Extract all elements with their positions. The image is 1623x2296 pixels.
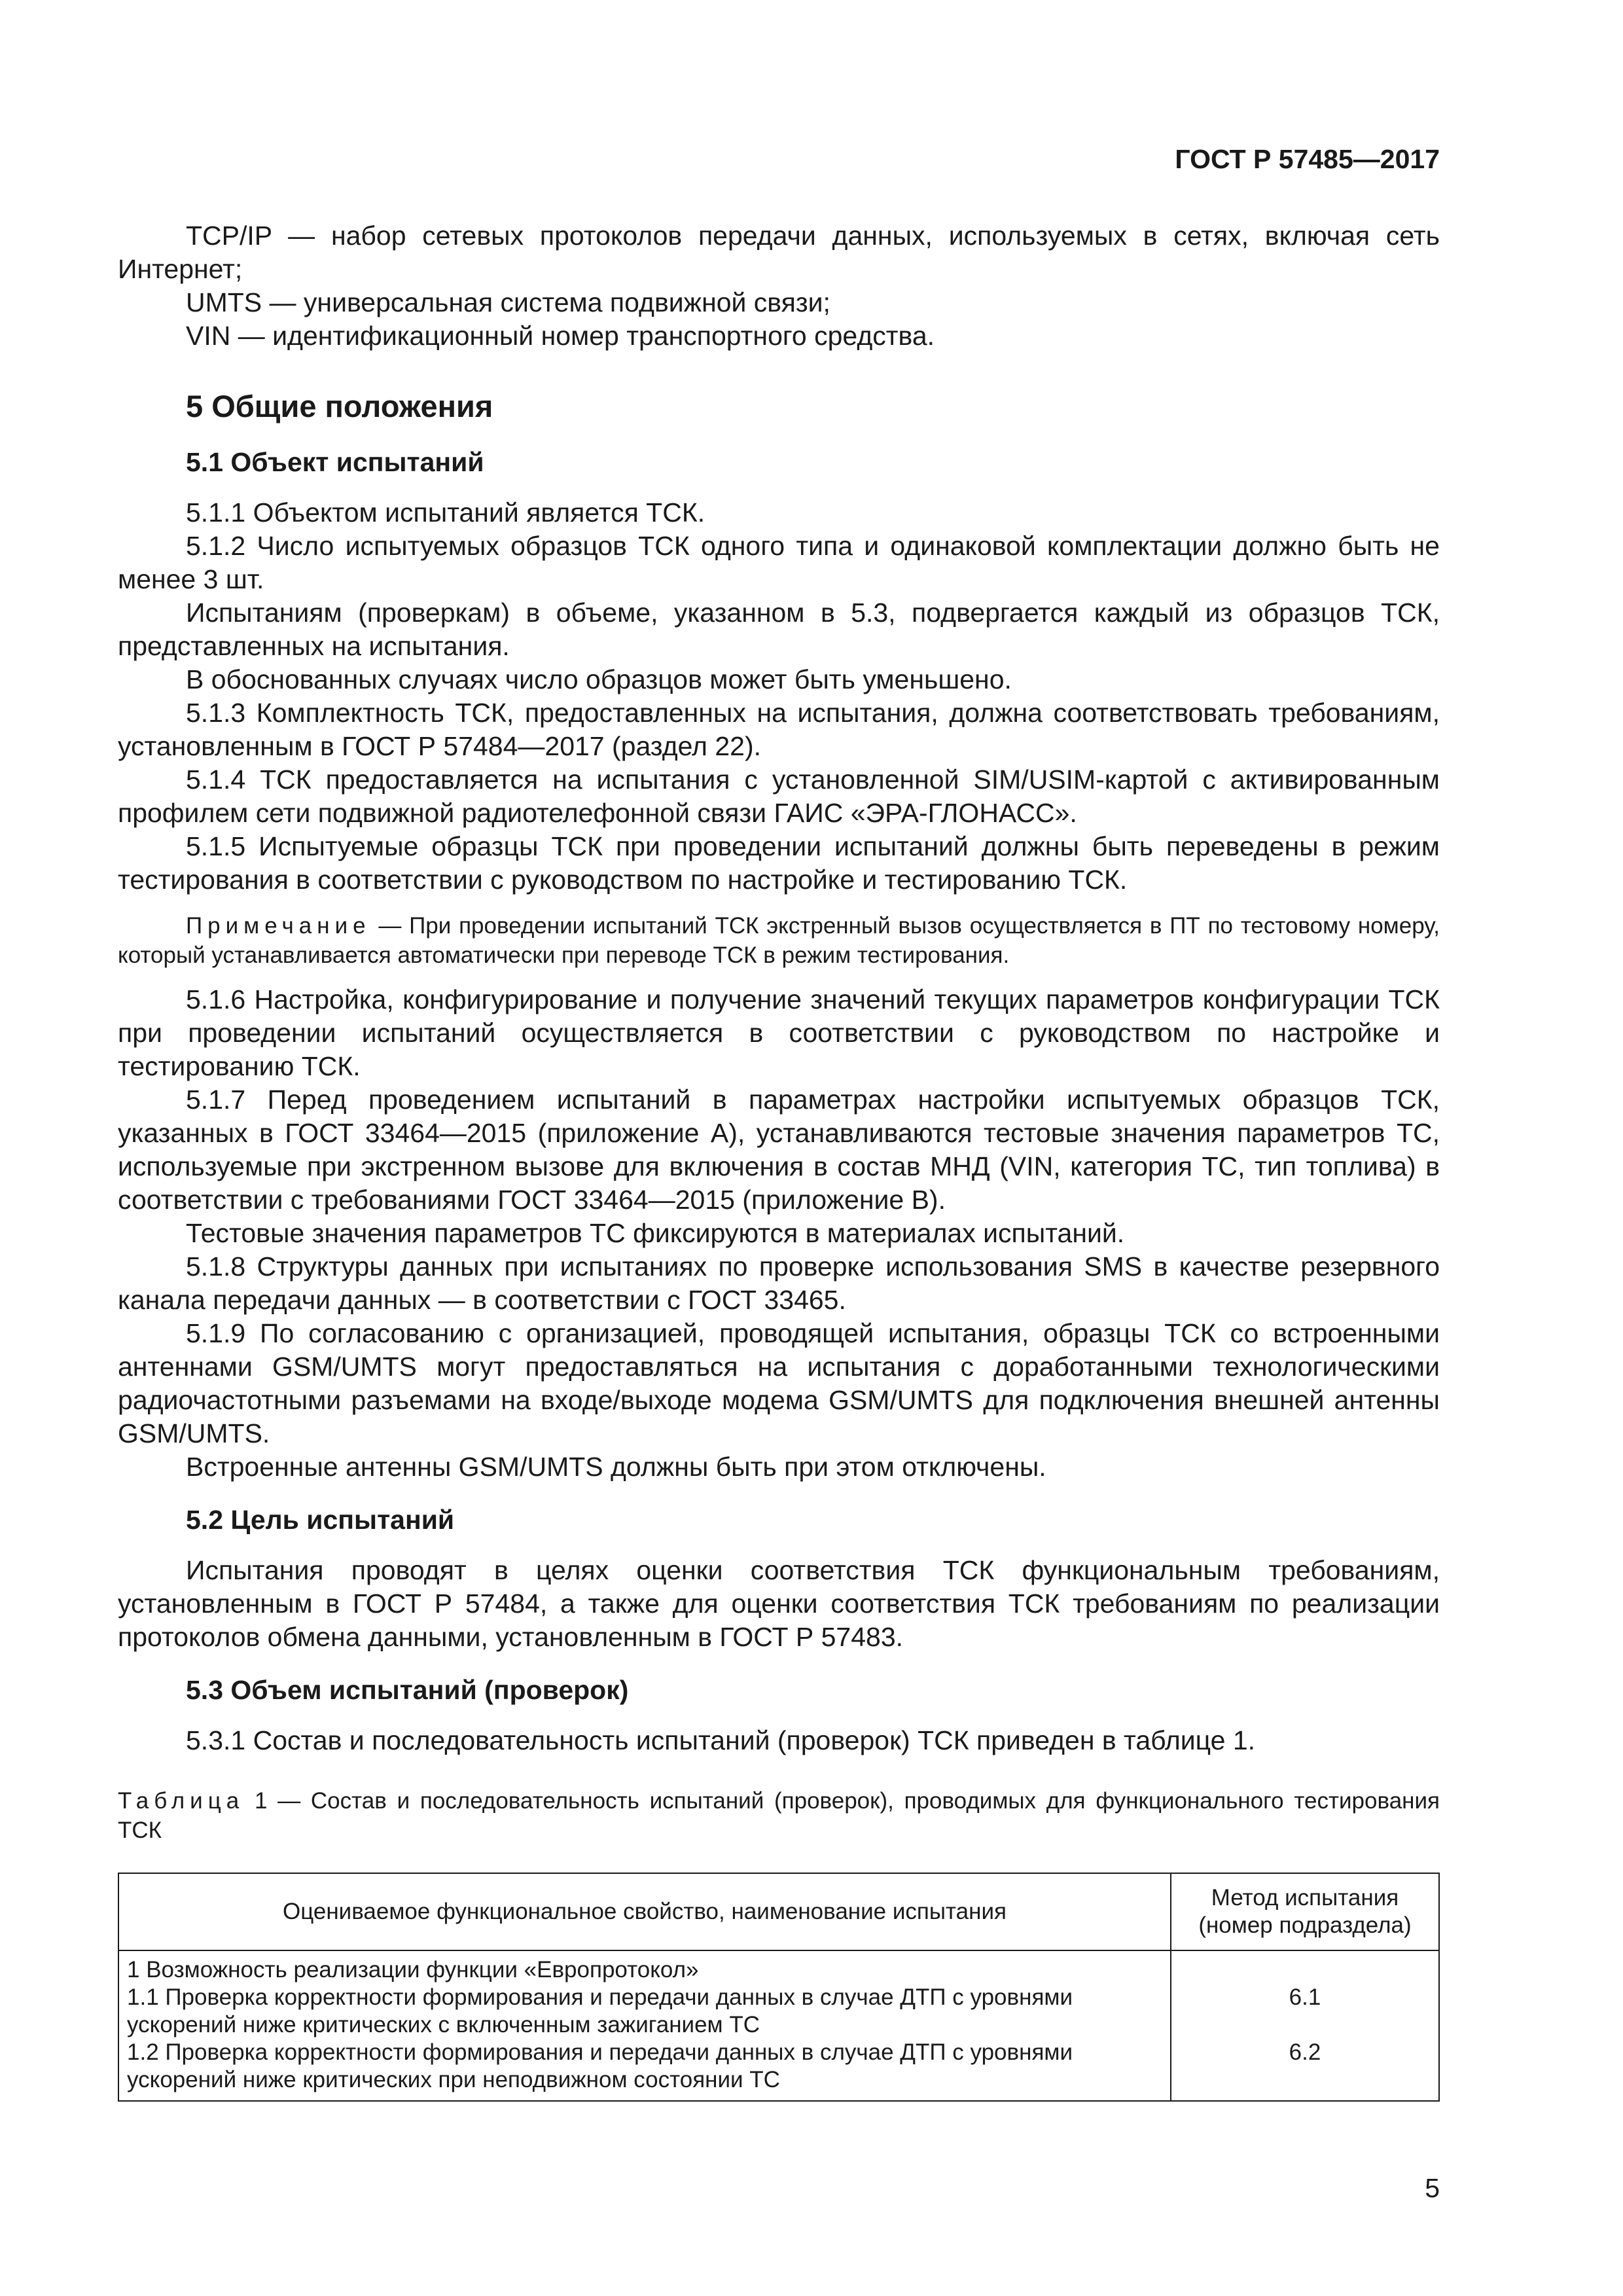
table-row-1-2-name: 1.2 Проверка корректности формирования и передачи данных в случае ДТП с уровнями ускорений ниже критических при неподвижном состоянии ТС (127, 2039, 1073, 2092)
paragraph-5-1-2-reduce: В обоснованных случаях число образцов может быть уменьшено. (186, 664, 1012, 694)
paragraph-5-1-3: 5.1.3 Комплектность ТСК, предоставленных на испытания, должна соответствовать требованиям, установленным в ГОСТ Р 57484—2017 (раздел 22). (118, 698, 1440, 761)
table-caption-text: 1 — Состав и последовательность испытаний (проверок), проводимых для функционального тестирования ТСК (118, 1788, 1440, 1843)
document-page (118, 0, 1440, 2296)
paragraph-5-1-5: 5.1.5 Испытуемые образцы ТСК при проведении испытаний должны быть переведены в режим тестирования в соответствии с руководством по настройке и тестированию ТСК. (118, 831, 1440, 895)
page-content (118, 219, 1440, 2102)
section-5-title: 5 Общие положения (186, 389, 493, 423)
abbreviation-tcpip: TCP/IP — набор сетевых протоколов передачи данных, используемых в сетях, включая сеть Интернет; (118, 221, 1440, 284)
tests-table (118, 1873, 1440, 2102)
paragraph-5-2: Испытания проводят в целях оценки соответствия ТСК функциональным требованиям, установленным в ГОСТ Р 57484, а также для оценки соответствия ТСК требованиям по реализации протоколов обмена данными, установленным в ГОСТ Р 57483. (118, 1555, 1440, 1652)
paragraph-5-1-4: 5.1.4 ТСК предоставляется на испытания с установленной SIM/USIM-картой с активированным профилем сети подвижной радиотелефонной связи ГАИС «ЭРА-ГЛОНАСС». (118, 764, 1440, 828)
document-header: ГОСТ Р 57485—2017 (1175, 144, 1440, 174)
table-cell-property (118, 1950, 1171, 2101)
table-caption (118, 1786, 1440, 1845)
paragraph-5-1-2: 5.1.2 Число испытуемых образцов ТСК одного типа и одинаковой комплектации должно быть не менее 3 шт. (118, 531, 1440, 594)
table-header-property: Оцениваемое функциональное свойство, наименование испытания (118, 1873, 1171, 1950)
table-method-spacer (1177, 2011, 1433, 2039)
table-row-1-2-method: 6.2 (1289, 2039, 1321, 2065)
paragraph-5-3-1: 5.3.1 Состав и последовательность испытаний (проверок) ТСК приведен в таблице 1. (186, 1725, 1256, 1755)
table-row-1-1-method: 6.1 (1289, 1984, 1321, 2010)
paragraph-5-1-2-scope: Испытаниям (проверкам) в объеме, указанном в 5.3, подвергается каждый из образцов ТСК, представленных на испытания. (118, 598, 1440, 661)
table-group-title: 1 Возможность реализации функции «Европротокол» (127, 1957, 699, 1982)
paragraph-5-1-9-antennas: Встроенные антенны GSM/UMTS должны быть при этом отключены. (186, 1452, 1046, 1482)
paragraph-5-1-6: 5.1.6 Настройка, конфигурирование и получение значений текущих параметров конфигурации ТСК при проведении испытаний осуществляется в соответствии с руководством по настройке и тестированию ТСК. (118, 984, 1440, 1081)
table-header-row (118, 1873, 1439, 1950)
section-5-1-title: 5.1 Объект испытаний (186, 447, 484, 477)
paragraph-5-1-9: 5.1.9 По согласованию с организацией, проводящей испытания, образцы ТСК со встроенными антеннами GSM/UMTS могут предоставляться на испытания с доработанными технологическими радиочастотными разъемами на входе/выходе модема GSM/UMTS для подключения внешней антенны GSM/UMTS. (118, 1318, 1440, 1448)
section-5-2-title: 5.2 Цель испытаний (186, 1505, 455, 1535)
table-row (118, 1950, 1439, 2101)
paragraph-5-1-8: 5.1.8 Структуры данных при испытаниях по проверке использования SMS в качестве резервного канала передачи данных — в соответствии с ГОСТ 33465. (118, 1251, 1440, 1315)
table-row-1-1-name: 1.1 Проверка корректности формирования и передачи данных в случае ДТП с уровнями ускорений ниже критических с включенным зажиганием ТС (127, 1984, 1073, 2037)
table-cell-method (1171, 1950, 1439, 2101)
abbreviation-umts: UMTS — универсальная система подвижной связи; (186, 287, 830, 317)
note-label: Примечание (186, 913, 371, 939)
note (118, 911, 1440, 970)
paragraph-5-1-7-fixed: Тестовые значения параметров ТС фиксируются в материалах испытаний. (186, 1218, 1125, 1248)
paragraph-5-1-1: 5.1.1 Объектом испытаний является ТСК. (186, 497, 705, 528)
page-number: 5 (1425, 2173, 1440, 2203)
table-method-spacer (1177, 1956, 1433, 1984)
abbreviation-vin: VIN — идентификационный номер транспортного средства. (186, 321, 935, 351)
paragraph-5-1-7: 5.1.7 Перед проведением испытаний в параметрах настройки испытуемых образцов ТСК, указанных в ГОСТ 33464—2015 (приложение А), устанавливаются тестовые значения параметров ТС, используемые при экстренном вызове для включения в состав МНД (VIN, категория ТС, тип топлива) в соответствии с требованиями ГОСТ 33464—2015 (приложение В). (118, 1085, 1440, 1215)
table-caption-label: Таблица (118, 1788, 245, 1814)
table-header-method: Метод испытания (номер подраздела) (1171, 1873, 1439, 1950)
section-5-3-title: 5.3 Объем испытаний (проверок) (186, 1675, 629, 1705)
note-text: — При проведении испытаний ТСК экстренный вызов осуществляется в ПТ по тестовому номеру, который устанавливается автоматически при переводе ТСК в режим тестирования. (118, 913, 1440, 968)
